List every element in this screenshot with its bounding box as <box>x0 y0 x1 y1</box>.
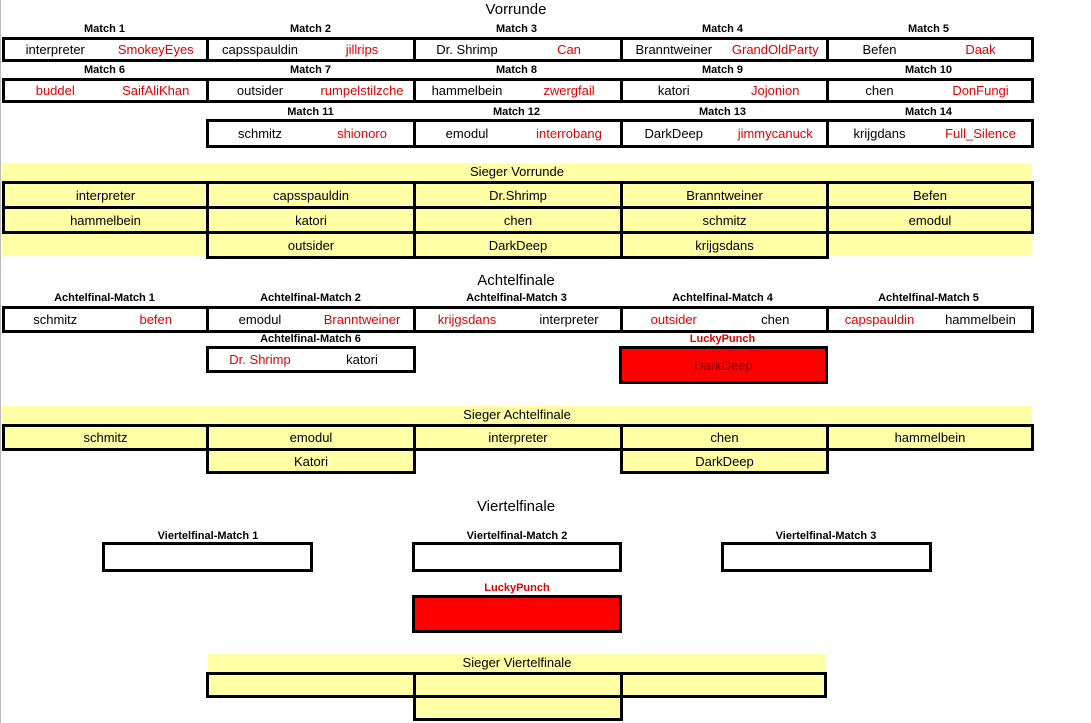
player-winner: chen <box>865 83 894 98</box>
match-label: Achtelfinal-Match 3 <box>466 292 567 304</box>
match-label: Match 1 <box>84 23 125 35</box>
match-label: Match 4 <box>702 23 743 35</box>
match-box[interactable] <box>2 78 209 103</box>
vorrunde-title: Vorrunde <box>485 1 547 18</box>
player-winner: krijgdans <box>853 126 906 141</box>
player-winner: katori <box>657 83 690 98</box>
player-winner: emodul <box>445 126 489 141</box>
sieger-cell: krijgsdans <box>620 231 829 259</box>
player-winner: Branntweiner <box>635 42 713 57</box>
match-box[interactable] <box>206 346 416 373</box>
lucky-punch-label: LuckyPunch <box>689 333 756 345</box>
player-winner: DarkDeep <box>644 126 704 141</box>
player-winner: interpreter <box>25 42 85 57</box>
player-loser: Dr. Shrimp <box>229 352 291 367</box>
match-label: Achtelfinal-Match 2 <box>260 292 361 304</box>
player-loser: jillrips <box>345 42 379 57</box>
match-label: Match 7 <box>290 64 331 76</box>
player-loser: rumpelstilzche <box>320 83 404 98</box>
player-winner: Befen <box>862 42 897 57</box>
player-loser: Can <box>557 42 581 57</box>
player-loser: zwergfail <box>543 83 595 98</box>
sieger-cell: emodul <box>206 424 416 451</box>
match-box[interactable] <box>206 119 416 148</box>
match-box[interactable] <box>826 306 1034 333</box>
match-label: Match 10 <box>904 64 953 76</box>
sieger-vorrunde-header: Sieger Vorrunde <box>2 163 1032 181</box>
match-label: Viertelfinal-Match 3 <box>775 530 877 542</box>
match-label: Achtelfinal-Match 5 <box>878 292 979 304</box>
player-loser: befen <box>139 312 173 327</box>
player-loser: Daak <box>965 42 996 57</box>
sieger-cell-empty <box>413 695 623 721</box>
sieger-cell-empty <box>829 234 1032 256</box>
sieger-cell: emodul <box>826 206 1034 234</box>
player-winner: capsspauldin <box>222 42 298 57</box>
sieger-cell: schmitz <box>2 424 209 451</box>
match-box[interactable] <box>826 119 1034 148</box>
viertel-match-box[interactable] <box>102 542 313 572</box>
player-loser: shionoro <box>337 126 387 141</box>
sieger-cell: schmitz <box>620 206 829 234</box>
match-box[interactable] <box>620 78 829 103</box>
viertelfinale-title: Viertelfinale <box>476 498 556 515</box>
match-box[interactable] <box>413 306 623 333</box>
player-winner: katori <box>346 352 378 367</box>
sieger-cell: interpreter <box>413 424 623 451</box>
match-label: Match 3 <box>496 23 537 35</box>
match-box[interactable] <box>826 37 1034 62</box>
lucky-punch-box[interactable] <box>412 595 622 633</box>
match-label: Achtelfinal-Match 4 <box>672 292 773 304</box>
player-winner: schmitz <box>237 126 283 141</box>
sieger-cell: Katori <box>206 448 416 474</box>
sieger-cell: DarkDeep <box>620 448 829 474</box>
sieger-cell: katori <box>206 206 416 234</box>
sieger-cell: capsspauldin <box>206 181 416 209</box>
player-loser: buddel <box>35 83 75 98</box>
match-box[interactable] <box>620 37 829 62</box>
match-label: Match 14 <box>904 106 953 118</box>
match-label: Match 9 <box>702 64 743 76</box>
sieger-cell: Befen <box>826 181 1034 209</box>
sieger-cell: DarkDeep <box>413 231 623 259</box>
match-label: Achtelfinal-Match 1 <box>54 292 155 304</box>
match-box[interactable] <box>206 78 416 103</box>
player-winner: interpreter <box>539 312 599 327</box>
achtelfinale-title: Achtelfinale <box>477 272 555 289</box>
match-label: Match 12 <box>492 106 541 118</box>
sieger-cell: Dr.Shrimp <box>413 181 623 209</box>
player-loser: krijgsdans <box>437 312 497 327</box>
sieger-cell: hammelbein <box>2 206 209 234</box>
player-loser: outsider <box>650 312 697 327</box>
sieger-cell: Branntweiner <box>620 181 829 209</box>
match-box[interactable] <box>826 78 1034 103</box>
match-label: Match 5 <box>908 23 949 35</box>
match-box[interactable] <box>2 306 209 333</box>
match-label: Achtelfinal-Match 6 <box>260 333 361 345</box>
player-loser: Full_Silence <box>945 126 1016 141</box>
match-box[interactable] <box>620 306 829 333</box>
match-box[interactable] <box>206 37 416 62</box>
player-loser: SaifAliKhan <box>122 83 190 98</box>
player-winner: hammelbein <box>945 312 1016 327</box>
match-label: Viertelfinal-Match 1 <box>157 530 259 542</box>
sieger-achtel-header: Sieger Achtelfinale <box>2 406 1032 424</box>
sieger-cell: outsider <box>206 231 416 259</box>
player-loser: DonFungi <box>952 83 1009 98</box>
match-label: Match 2 <box>290 23 331 35</box>
match-label: Match 11 <box>287 106 334 118</box>
sieger-cell-empty <box>206 672 416 698</box>
player-winner: chen <box>761 312 790 327</box>
match-box[interactable] <box>620 119 829 148</box>
player-loser: GrandOldParty <box>731 42 819 57</box>
sieger-cell-empty <box>620 672 827 698</box>
player-winner: schmitz <box>33 312 78 327</box>
player-loser: SmokeyEyes <box>117 42 194 57</box>
match-box[interactable] <box>2 37 209 62</box>
player-winner: outsider <box>236 83 284 98</box>
player-loser: jimmycanuck <box>737 126 813 141</box>
player-winner: hammelbein <box>431 83 503 98</box>
match-box[interactable] <box>206 306 416 333</box>
match-label: Match 6 <box>84 64 125 76</box>
sieger-cell: chen <box>413 206 623 234</box>
player-loser: interrobang <box>536 126 602 141</box>
player-loser: capspauldin <box>844 312 915 327</box>
match-label: Match 13 <box>698 106 747 118</box>
sieger-cell-empty <box>2 234 206 256</box>
match-label: Match 8 <box>496 64 537 76</box>
match-box[interactable] <box>413 78 623 103</box>
sieger-viertel-header: Sieger Viertelfinale <box>208 654 826 672</box>
viertel-match-box[interactable] <box>412 542 622 572</box>
match-box[interactable] <box>413 119 623 148</box>
lucky-punch-box[interactable]: DarkDeep <box>619 346 828 384</box>
player-loser: Jojonion <box>751 83 800 98</box>
player-winner: Dr. Shrimp <box>436 42 498 57</box>
sieger-cell: chen <box>620 424 829 451</box>
sieger-cell: hammelbein <box>826 424 1034 451</box>
match-box[interactable] <box>413 37 623 62</box>
sieger-cell: interpreter <box>2 181 209 209</box>
player-winner: emodul <box>238 312 282 327</box>
sheet-left-border <box>0 0 1 723</box>
player-loser: Branntweiner <box>323 312 401 327</box>
viertel-match-box[interactable] <box>721 542 932 572</box>
match-label: Viertelfinal-Match 2 <box>466 530 568 542</box>
lucky-punch-label: LuckyPunch <box>484 582 550 594</box>
